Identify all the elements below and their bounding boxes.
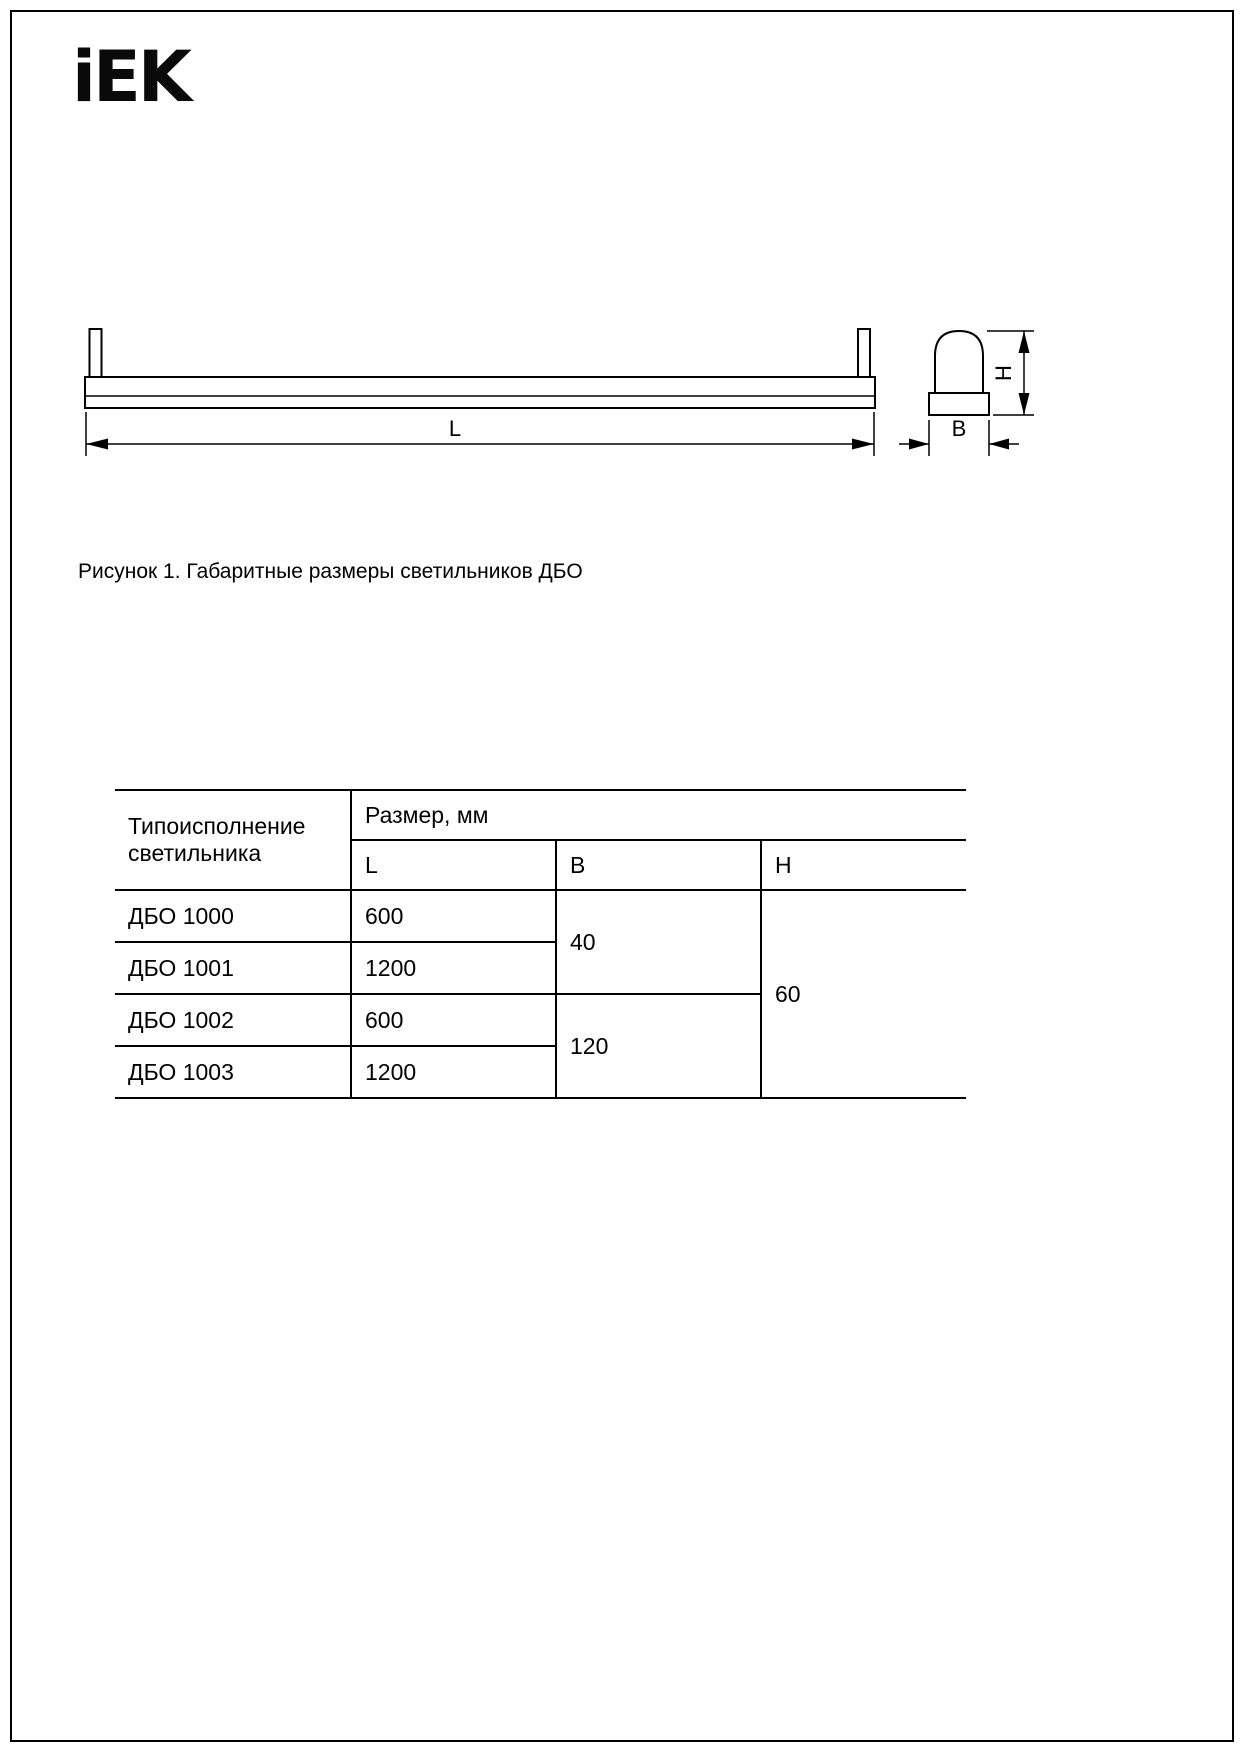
table-row — [115, 890, 966, 942]
table-header-type: Типоисполнение светильника — [115, 790, 351, 890]
dimensions-table-wrap — [115, 789, 966, 1099]
iek-logo: iEK — [72, 36, 190, 118]
luminaire-front-view — [85, 329, 875, 408]
cell-l: 600 — [351, 890, 556, 942]
cell-l: 1200 — [351, 1046, 556, 1098]
cell-type: ДБО 1000 — [115, 890, 351, 942]
cell-l: 600 — [351, 994, 556, 1046]
dimensions-table — [115, 789, 966, 1099]
dimension-h-label: H — [991, 365, 1016, 381]
cell-h: 60 — [761, 890, 966, 1098]
dimension-l — [86, 412, 874, 456]
cell-type: ДБО 1002 — [115, 994, 351, 1046]
table-header-b: B — [556, 840, 761, 890]
cell-l: 1200 — [351, 942, 556, 994]
cell-type: ДБО 1001 — [115, 942, 351, 994]
dimension-h — [987, 331, 1034, 415]
cell-b: 40 — [556, 890, 761, 994]
dimension-l-label: L — [448, 416, 462, 441]
table-header-size: Размер, мм — [351, 790, 966, 840]
dimension-b-label: B — [951, 416, 967, 441]
dimension-b — [899, 416, 1019, 456]
dimension-drawing — [0, 0, 1244, 500]
figure-caption: Рисунок 1. Габаритные размеры светильников ДБО — [78, 560, 583, 583]
table-header-l: L — [351, 840, 556, 890]
cell-type: ДБО 1003 — [115, 1046, 351, 1098]
table-header-h: H — [761, 840, 966, 890]
cell-b: 120 — [556, 994, 761, 1098]
luminaire-side-view — [929, 331, 989, 415]
